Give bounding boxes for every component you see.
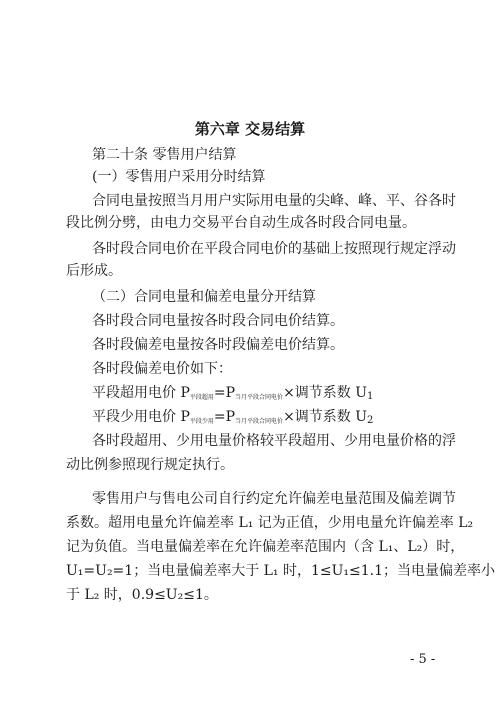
- formula-2-u: 2: [367, 415, 374, 426]
- paragraph-3-line-1: 各时段超用、少用电量价格较平段超用、少用电量价格的浮: [92, 433, 456, 449]
- formula-2-sub1: 平段少用: [189, 418, 214, 425]
- section-heading-2: （二）合同电量和偏差电量分开结算: [92, 289, 316, 305]
- paragraph-1-line-2: 段比例分劈，由电力交易平台自动生成各时段合同电量。: [66, 215, 416, 231]
- text-line-a: 各时段合同电量按各时段合同电价结算。: [92, 313, 344, 329]
- paragraph-2-line-1: 各时段合同电价在平段合同电价的基础上按照现行规定浮动: [92, 241, 456, 257]
- paragraph-4-line-2: 系数。超用电量允许偏差率 L₁ 记为正值，少用电量允许偏差率 L₂: [66, 515, 474, 531]
- formula-2-prefix: 平段少用电价 P: [92, 409, 190, 425]
- paragraph-4-line-3: 记为负值。当电量偏差率在允许偏差率范围内（含 L₁、L₂）时，: [66, 539, 465, 555]
- formula-1-suffix: ×调节系数 U: [283, 385, 368, 401]
- formula-1: [92, 384, 373, 407]
- formula-2: [92, 408, 373, 431]
- paragraph-3-line-2: 动比例参照现行规定执行。: [66, 457, 234, 473]
- paragraph-4-line-5: 于 L₂ 时，0.9≤U₂≤1。: [66, 587, 218, 603]
- paragraph-2-line-2: 后形成。: [66, 263, 122, 279]
- formula-2-eq: =P: [213, 409, 236, 425]
- article-heading: 第二十条 零售用户结算: [92, 147, 237, 163]
- paragraph-1-line-1: 合同电量按照当月用户实际用电量的尖峰、峰、平、谷各时: [92, 193, 456, 209]
- formula-1-u: 1: [367, 391, 374, 402]
- paragraph-4-line-1: 零售用户与售电公司自行约定允许偏差电量范围及偏差调节: [92, 491, 456, 507]
- page-number: - 5 -: [410, 652, 436, 667]
- formula-2-suffix: ×调节系数 U: [283, 409, 368, 425]
- chapter-title: 第六章 交易结算: [194, 120, 306, 138]
- text-line-c: 各时段偏差电价如下：: [92, 361, 232, 377]
- text-line-b: 各时段偏差电量按各时段偏差电价结算。: [92, 337, 344, 353]
- formula-2-sub2: 当月平段合同电价: [235, 418, 284, 425]
- formula-1-prefix: 平段超用电价 P: [92, 385, 190, 401]
- formula-1-sub2: 当月平段合同电价: [235, 394, 284, 401]
- formula-1-eq: =P: [213, 385, 236, 401]
- paragraph-4-line-4: U₁=U₂=1；当电量偏差率大于 L₁ 时，1≤U₁≤1.1；当电量偏差率小: [66, 563, 496, 579]
- section-heading-1: (一）零售用户采用分时结算: [92, 169, 266, 185]
- formula-1-sub1: 平段超用: [189, 394, 214, 401]
